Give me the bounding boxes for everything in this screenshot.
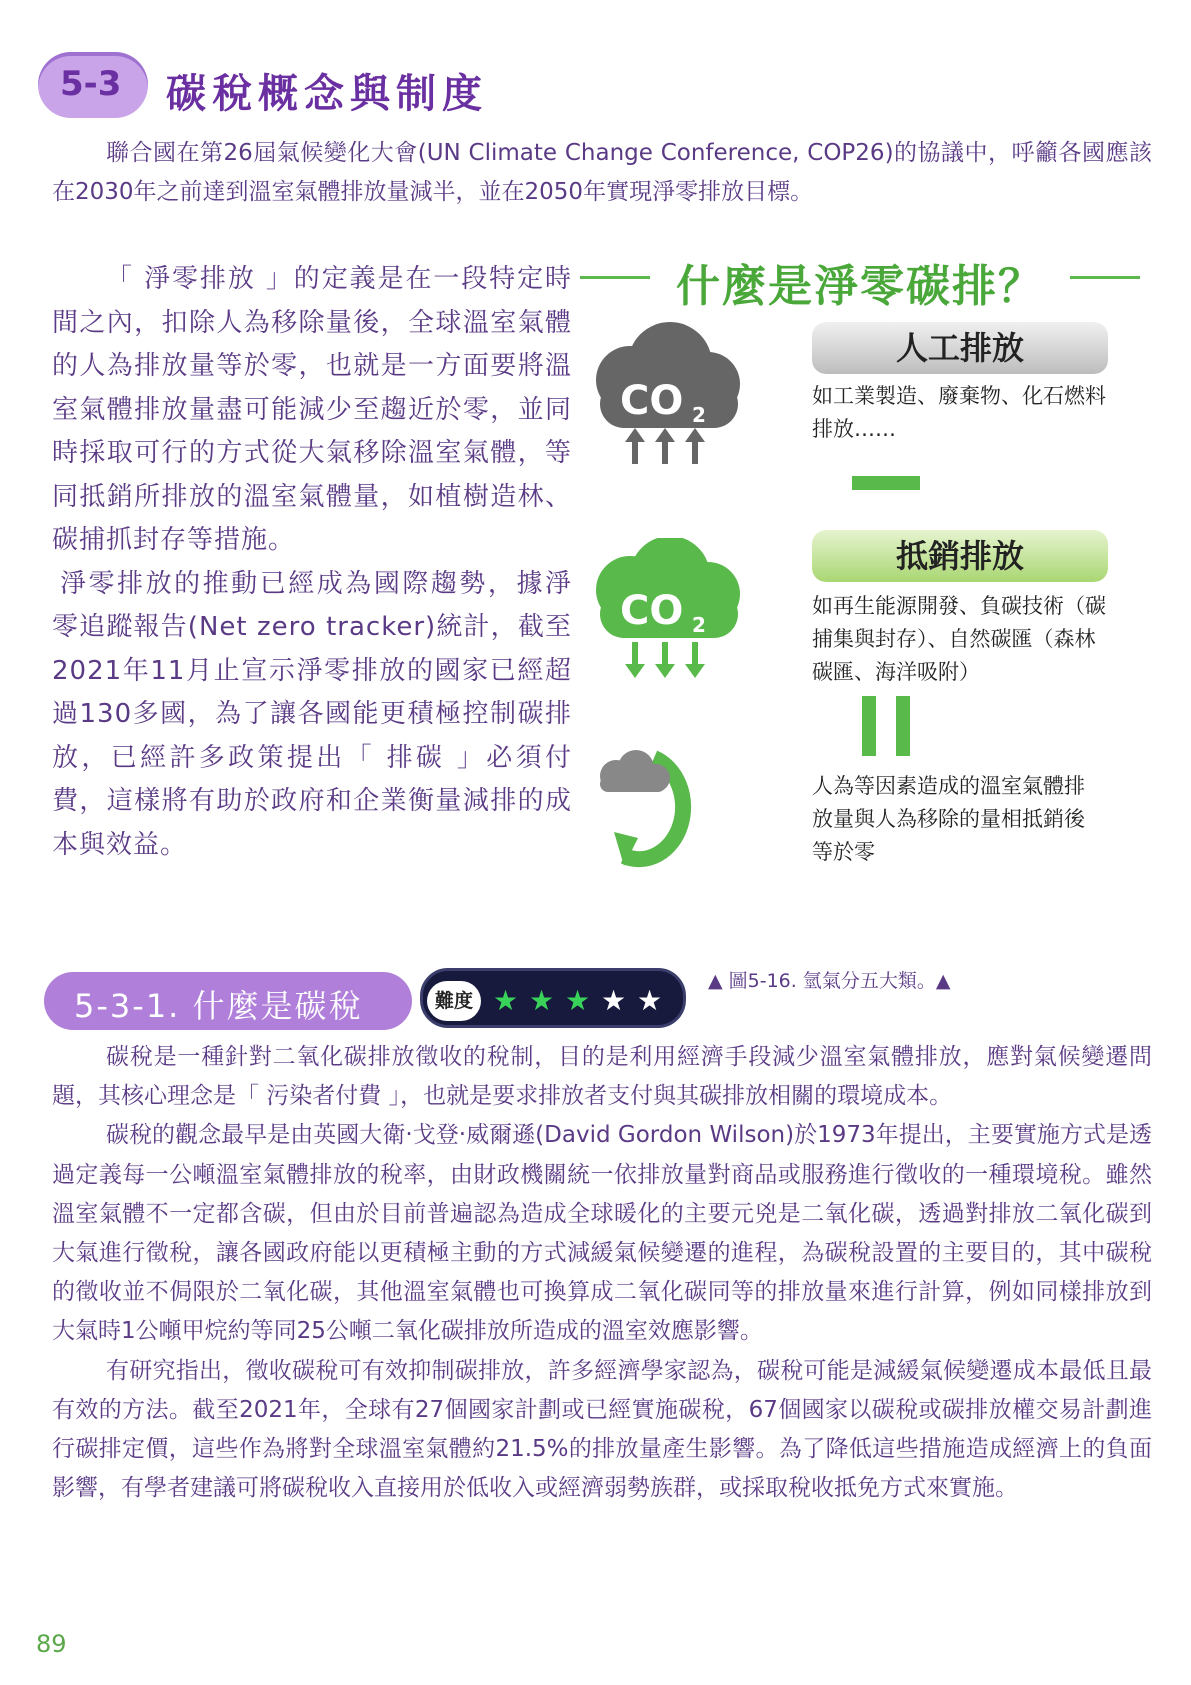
section-number: 5-3 xyxy=(60,64,122,104)
difficulty-label: 難度 xyxy=(427,981,481,1021)
carbon-tax-history-paragraph: 碳稅的觀念最早是由英國大衛‧戈登‧威爾遜(David Gordon Wilson)於1973年提出，主要實施方式是透過定義每一公噸溫室氣體排放的稅率，由財政機關統一依排放量對商品或服務進行徵收的一種環境稅。雖然溫室氣體不一定都含碳，但由於目前普遍認為造成全球暖化的主要元兇是二氧化碳，透過對排放二氧化碳到大氣進行徵稅，讓各國政府能以更積極主動的方式減緩氣候變遷的進程，為碳稅設置的主要目的，其中碳稅的徵收並不侷限於二氧化碳，其他溫室氣體也可換算成二氧化碳同等的排放量來進行計算，例如同樣排放到大氣時1公噸甲烷約等同25公噸二氧化碳排放所造成的溫室效應影響。 xyxy=(52,1122,1152,1345)
net-zero-infographic xyxy=(580,248,1140,948)
section-header xyxy=(38,52,558,122)
svg-text:CO: CO xyxy=(620,588,684,634)
figure-caption: ▲ 圖5-16. 氫氣分五大類。▲ xyxy=(708,970,951,992)
equals-bar-right xyxy=(896,696,910,756)
subsection-header xyxy=(44,972,412,1030)
equals-bar-left xyxy=(862,696,876,756)
net-zero-trend-paragraph: 淨零排放的推動已經成為國際趨勢，據淨零追蹤報告(Net zero tracker)統計，截至2021年11月止宣示淨零排放的國家已經超過130多國，為了讓各國能更積極控制碳排放，已經許多政策提出「 排碳 」必須付費，這樣將有助於政府和企業衡量減排的成本與效益。 xyxy=(52,568,572,860)
star-filled-icon: ★ xyxy=(565,984,591,1017)
section-title: 碳稅概念與制度 xyxy=(166,71,488,117)
card-head-artificial-emission: 人工排放 xyxy=(812,322,1108,374)
intro-paragraph: 聯合國在第26屆氣候變化大會(UN Climate Change Conference, COP26)的協議中，呼籲各國應該在2030年之前達到溫室氣體排放量減半，並在2050年實現淨零排放目標。 xyxy=(52,140,1152,205)
left-column xyxy=(52,258,572,867)
subsection-title: 5-3-1. 什麼是碳稅 xyxy=(74,987,363,1025)
card-text-artificial-emission: 如工業製造、廢棄物、化石燃料排放…… xyxy=(812,384,1106,441)
title-rule-left xyxy=(580,276,650,279)
carbon-tax-definition-paragraph: 碳稅是一種針對二氧化碳排放徵收的稅制，目的是利用經濟手段減少溫室氣體排放，應對氣候變遷問題，其核心理念是「 污染者付費 」，也就是要求排放者支付與其碳排放相關的環境成本。 xyxy=(52,1044,1152,1110)
title-rule-right xyxy=(1070,276,1140,279)
star-empty-icon: ★ xyxy=(637,984,663,1017)
green-co2-cloud-icon xyxy=(580,538,750,688)
page-number: 89 xyxy=(36,1630,67,1658)
card-text-offset-emission: 如再生能源開發、負碳技術（碳捕集與封存）、自然碳匯（森林碳匯、海洋吸附） xyxy=(812,594,1106,684)
star-filled-icon: ★ xyxy=(493,984,519,1017)
star-filled-icon: ★ xyxy=(529,984,555,1017)
gray-co2-cloud-icon xyxy=(580,318,750,468)
carbon-tax-research-paragraph: 有研究指出，徵收碳稅可有效抑制碳排放，許多經濟學家認為，碳稅可能是減緩氣候變遷成本最低且最有效的方法。截至2021年，全球有27個國家計劃或已經實施碳稅，67個國家以碳稅或碳排放權交易計劃進行碳排定價，這些作為將對全球溫室氣體約21.5%的排放量產生影響。為了降低這些措施造成經濟上的負面影響，有學者建議可將碳稅收入直接用於低收入或經濟弱勢族群，或採取稅收抵免方式來實施。 xyxy=(52,1357,1152,1502)
card-head-offset-emission: 抵銷排放 xyxy=(812,530,1108,582)
cycle-arrow-icon xyxy=(594,746,714,876)
carbon-tax-body xyxy=(52,1038,1152,1508)
co2-label-gray: CO xyxy=(620,378,684,424)
infographic-title-bar xyxy=(580,248,1140,312)
svg-text:2: 2 xyxy=(692,613,706,637)
net-zero-result-text: 人為等因素造成的溫室氣體排放量與人為移除的量相抵銷後等於零 xyxy=(812,774,1085,864)
difficulty-panel xyxy=(420,968,686,1028)
infographic-title: 什麼是淨零碳排？ xyxy=(676,261,1044,312)
star-empty-icon: ★ xyxy=(601,984,627,1017)
svg-text:2: 2 xyxy=(692,403,706,427)
net-zero-definition-paragraph: 「 淨零排放 」的定義是在一段特定時間之內，扣除人為移除量後，全球溫室氣體的人為排放量等於零，也就是一方面要將溫室氣體排放量盡可能減少至趨近於零，並同時採取可行的方式從大氣移除溫室氣體，等同抵銷所排放的溫室氣體量，如植樹造林、碳捕抓封存等措施。 xyxy=(52,264,572,555)
difficulty-rating xyxy=(420,962,690,1030)
minus-sign xyxy=(852,476,920,490)
